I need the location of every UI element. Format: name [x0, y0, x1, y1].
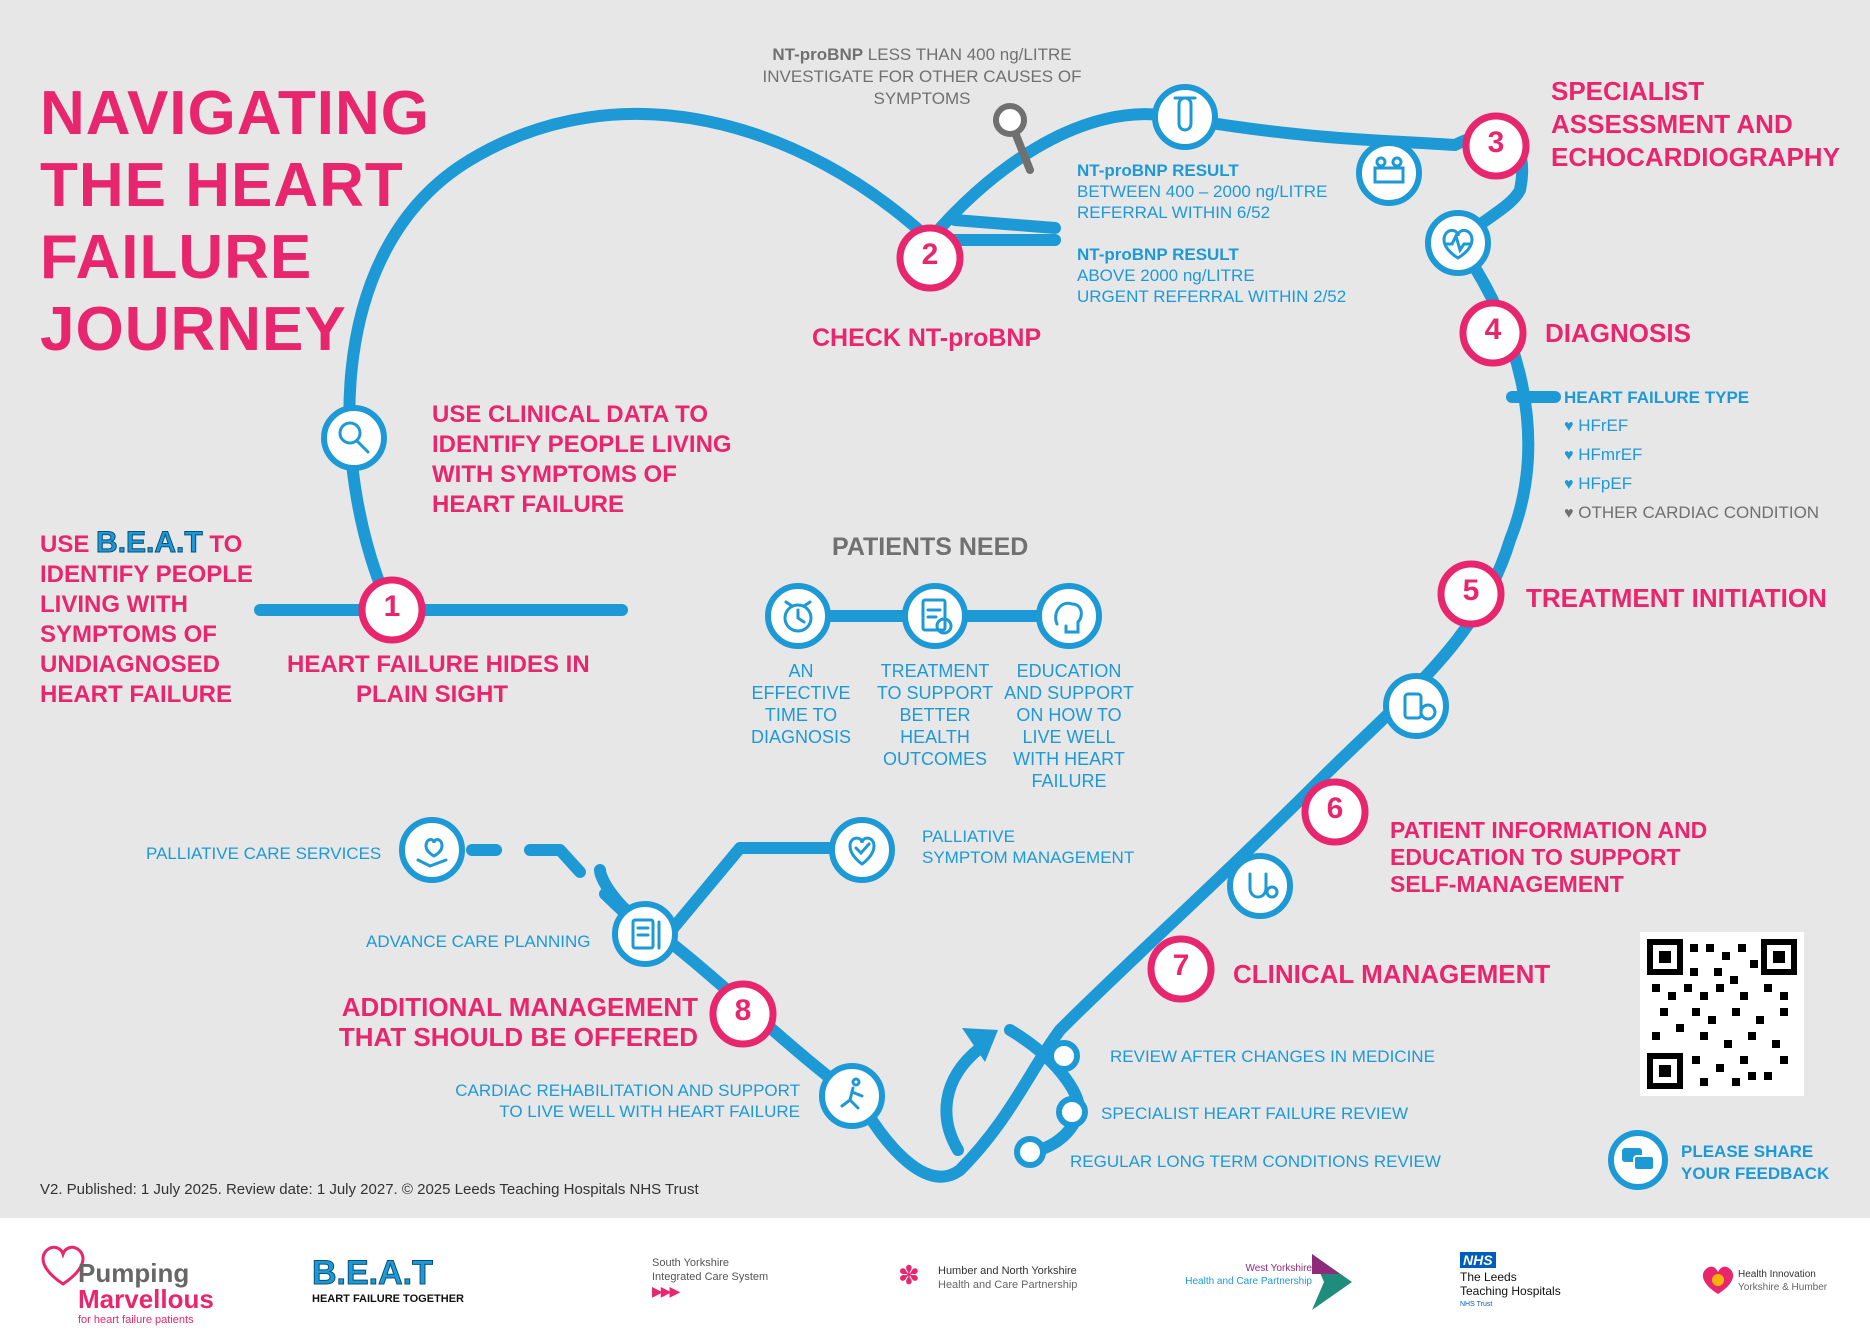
stage-2-label: CHECK NT-proBNP	[812, 324, 1042, 352]
feedback-text[interactable]: PLEASE SHARE YOUR FEEDBACK	[1681, 1142, 1830, 1183]
review-arrow-arc	[946, 1048, 980, 1150]
qr-code[interactable]	[1640, 932, 1804, 1096]
chat-bubbles-icon	[1614, 1136, 1662, 1184]
review-medicine-text: REVIEW AFTER CHANGES IN MEDICINE	[1110, 1047, 1435, 1066]
stage-number-1: 1	[383, 590, 401, 623]
need-treatment: TREATMENT TO SUPPORT BETTER HEALTH OUTCOMES	[876, 661, 994, 769]
lollipop-head	[996, 106, 1024, 134]
footer-logos: Pumping Marvellous for heart failure patients B.E.A.T HEART FAILURE TOGETHER South Yorkshire Integrated Care System ▶▶▶ ✽ Humber and North Yorkshire Health and Care Partnership West Yorkshire Health and Care Partnership NHS The Leeds Teaching Hospitals NHS Trust Health Innovation Yorkshire & Humber	[0, 1218, 1870, 1342]
stethoscope-icon-ring	[1230, 856, 1290, 916]
test-tube-icon-ring	[1155, 87, 1215, 147]
flower-icon: ✽	[898, 1260, 920, 1290]
palliative-symptom-text: PALLIATIVE SYMPTOM MANAGEMENT	[922, 827, 1135, 867]
publish-note: V2. Published: 1 July 2025. Review date: 1 July 2027. © 2025 Leeds Teaching Hospitals NHS Trust	[40, 1181, 699, 1198]
south-yorkshire-logo: South Yorkshire Integrated Care System ▶▶▶	[652, 1257, 769, 1299]
probnp-mid-text: NT-proBNP RESULT BETWEEN 400 – 2000 ng/LITRE REFERRAL WITHIN 6/52	[1077, 161, 1328, 222]
probnp-low-text: NT-proBNP LESS THAN 400 ng/LITRE INVESTIGATE FOR OTHER CAUSES OF SYMPTOMS	[762, 45, 1082, 108]
stage-number-5: 5	[1462, 574, 1480, 607]
nhs-badge: NHS	[1460, 1252, 1496, 1268]
stage-5-label: TREATMENT INITIATION	[1526, 583, 1827, 613]
probnp-high-text: NT-proBNP RESULT ABOVE 2000 ng/LITRE URGENT REFERRAL WITHIN 2/52	[1077, 245, 1347, 306]
advance-care-text: ADVANCE CARE PLANNING	[366, 932, 591, 951]
page-title: NAVIGATING THE HEART FAILURE JOURNEY	[40, 79, 431, 364]
meeting-icon-ring	[1359, 143, 1419, 203]
medicine-icon-ring	[1386, 676, 1446, 736]
stage-1-label: HEART FAILURE HIDES IN PLAIN SIGHT	[287, 651, 590, 708]
beat-instruction: USE B.E.A.T TO IDENTIFY PEOPLE LIVING WITH SYMPTOMS OF UNDIAGNOSED HEART FAILURE	[40, 526, 253, 708]
review-dot-2	[1059, 1099, 1085, 1125]
patients-need-heading: PATIENTS NEED	[832, 533, 1029, 561]
heart-swirl-icon	[1698, 1264, 1738, 1298]
hf-types-list: HEART FAILURE TYPE ♥ HFrEF ♥ HFmrEF ♥ HFpEF ♥ OTHER CARDIAC CONDITION	[1564, 388, 1820, 522]
stage-7-label: CLINICAL MANAGEMENT	[1233, 959, 1551, 989]
review-dot-1	[1051, 1043, 1077, 1069]
heart-bullet-icon: ♥	[1564, 447, 1574, 464]
stage-4-label: DIAGNOSIS	[1545, 318, 1691, 348]
need-diagnosis: AN EFFECTIVE TIME TO DIAGNOSIS	[750, 661, 852, 747]
review-specialist-text: SPECIALIST HEART FAILURE REVIEW	[1101, 1104, 1409, 1123]
heart-bullet-icon: ♥	[1564, 418, 1574, 435]
need-education: EDUCATION AND SUPPORT ON HOW TO LIVE WELL WITH HEART FAILURE	[1004, 661, 1134, 791]
beat-logo: B.E.A.T HEART FAILURE TOGETHER	[312, 1254, 464, 1305]
probnp-branch-2	[955, 220, 1055, 228]
qr-code-pattern	[1640, 932, 1804, 1096]
heart-bullet-icon: ♥	[1564, 476, 1574, 493]
beat-inline-logo: B.E.A.T	[96, 526, 203, 559]
review-longterm-text: REGULAR LONG TERM CONDITIONS REVIEW	[1070, 1152, 1441, 1171]
magnifier-icon-ring	[324, 408, 384, 468]
chevron-icon	[1312, 1254, 1352, 1310]
heart-bullet-icon: ♥	[1564, 505, 1574, 522]
stage-number-7: 7	[1172, 949, 1190, 982]
brain-icon-ring	[1039, 586, 1099, 646]
stage-3-label: SPECIALIST ASSESSMENT AND ECHOCARDIOGRAPHY	[1551, 76, 1840, 172]
stage-number-8: 8	[734, 994, 752, 1027]
palliative-services-text: PALLIATIVE CARE SERVICES	[146, 844, 382, 863]
stage-number-6: 6	[1326, 792, 1344, 825]
feedback-chat-icon[interactable]	[1608, 1130, 1668, 1190]
stage-number-3: 3	[1487, 126, 1505, 159]
nhs-leeds-logo: NHS The Leeds Teaching Hospitals NHS Trust	[1460, 1252, 1561, 1308]
cardiac-rehab-text: CARDIAC REHABILITATION AND SUPPORT TO LIVE WELL WITH HEART FAILURE	[455, 1081, 800, 1121]
triangles-icon: ▶▶▶	[652, 1283, 679, 1299]
palliative-dash	[530, 850, 580, 872]
stage-8-label: ADDITIONAL MANAGEMENT THAT SHOULD BE OFFERED	[338, 992, 698, 1052]
stage-number-4: 4	[1484, 313, 1502, 346]
clinical-data-text: USE CLINICAL DATA TO IDENTIFY PEOPLE LIVING WITH SYMPTOMS OF HEART FAILURE	[432, 401, 732, 518]
hand-heart-icon-ring	[402, 820, 462, 880]
stage-6-label: PATIENT INFORMATION AND EDUCATION TO SUPPORT SELF-MANAGEMENT	[1390, 817, 1708, 897]
review-dot-3	[1017, 1139, 1043, 1165]
stage-number-2: 2	[921, 238, 939, 271]
